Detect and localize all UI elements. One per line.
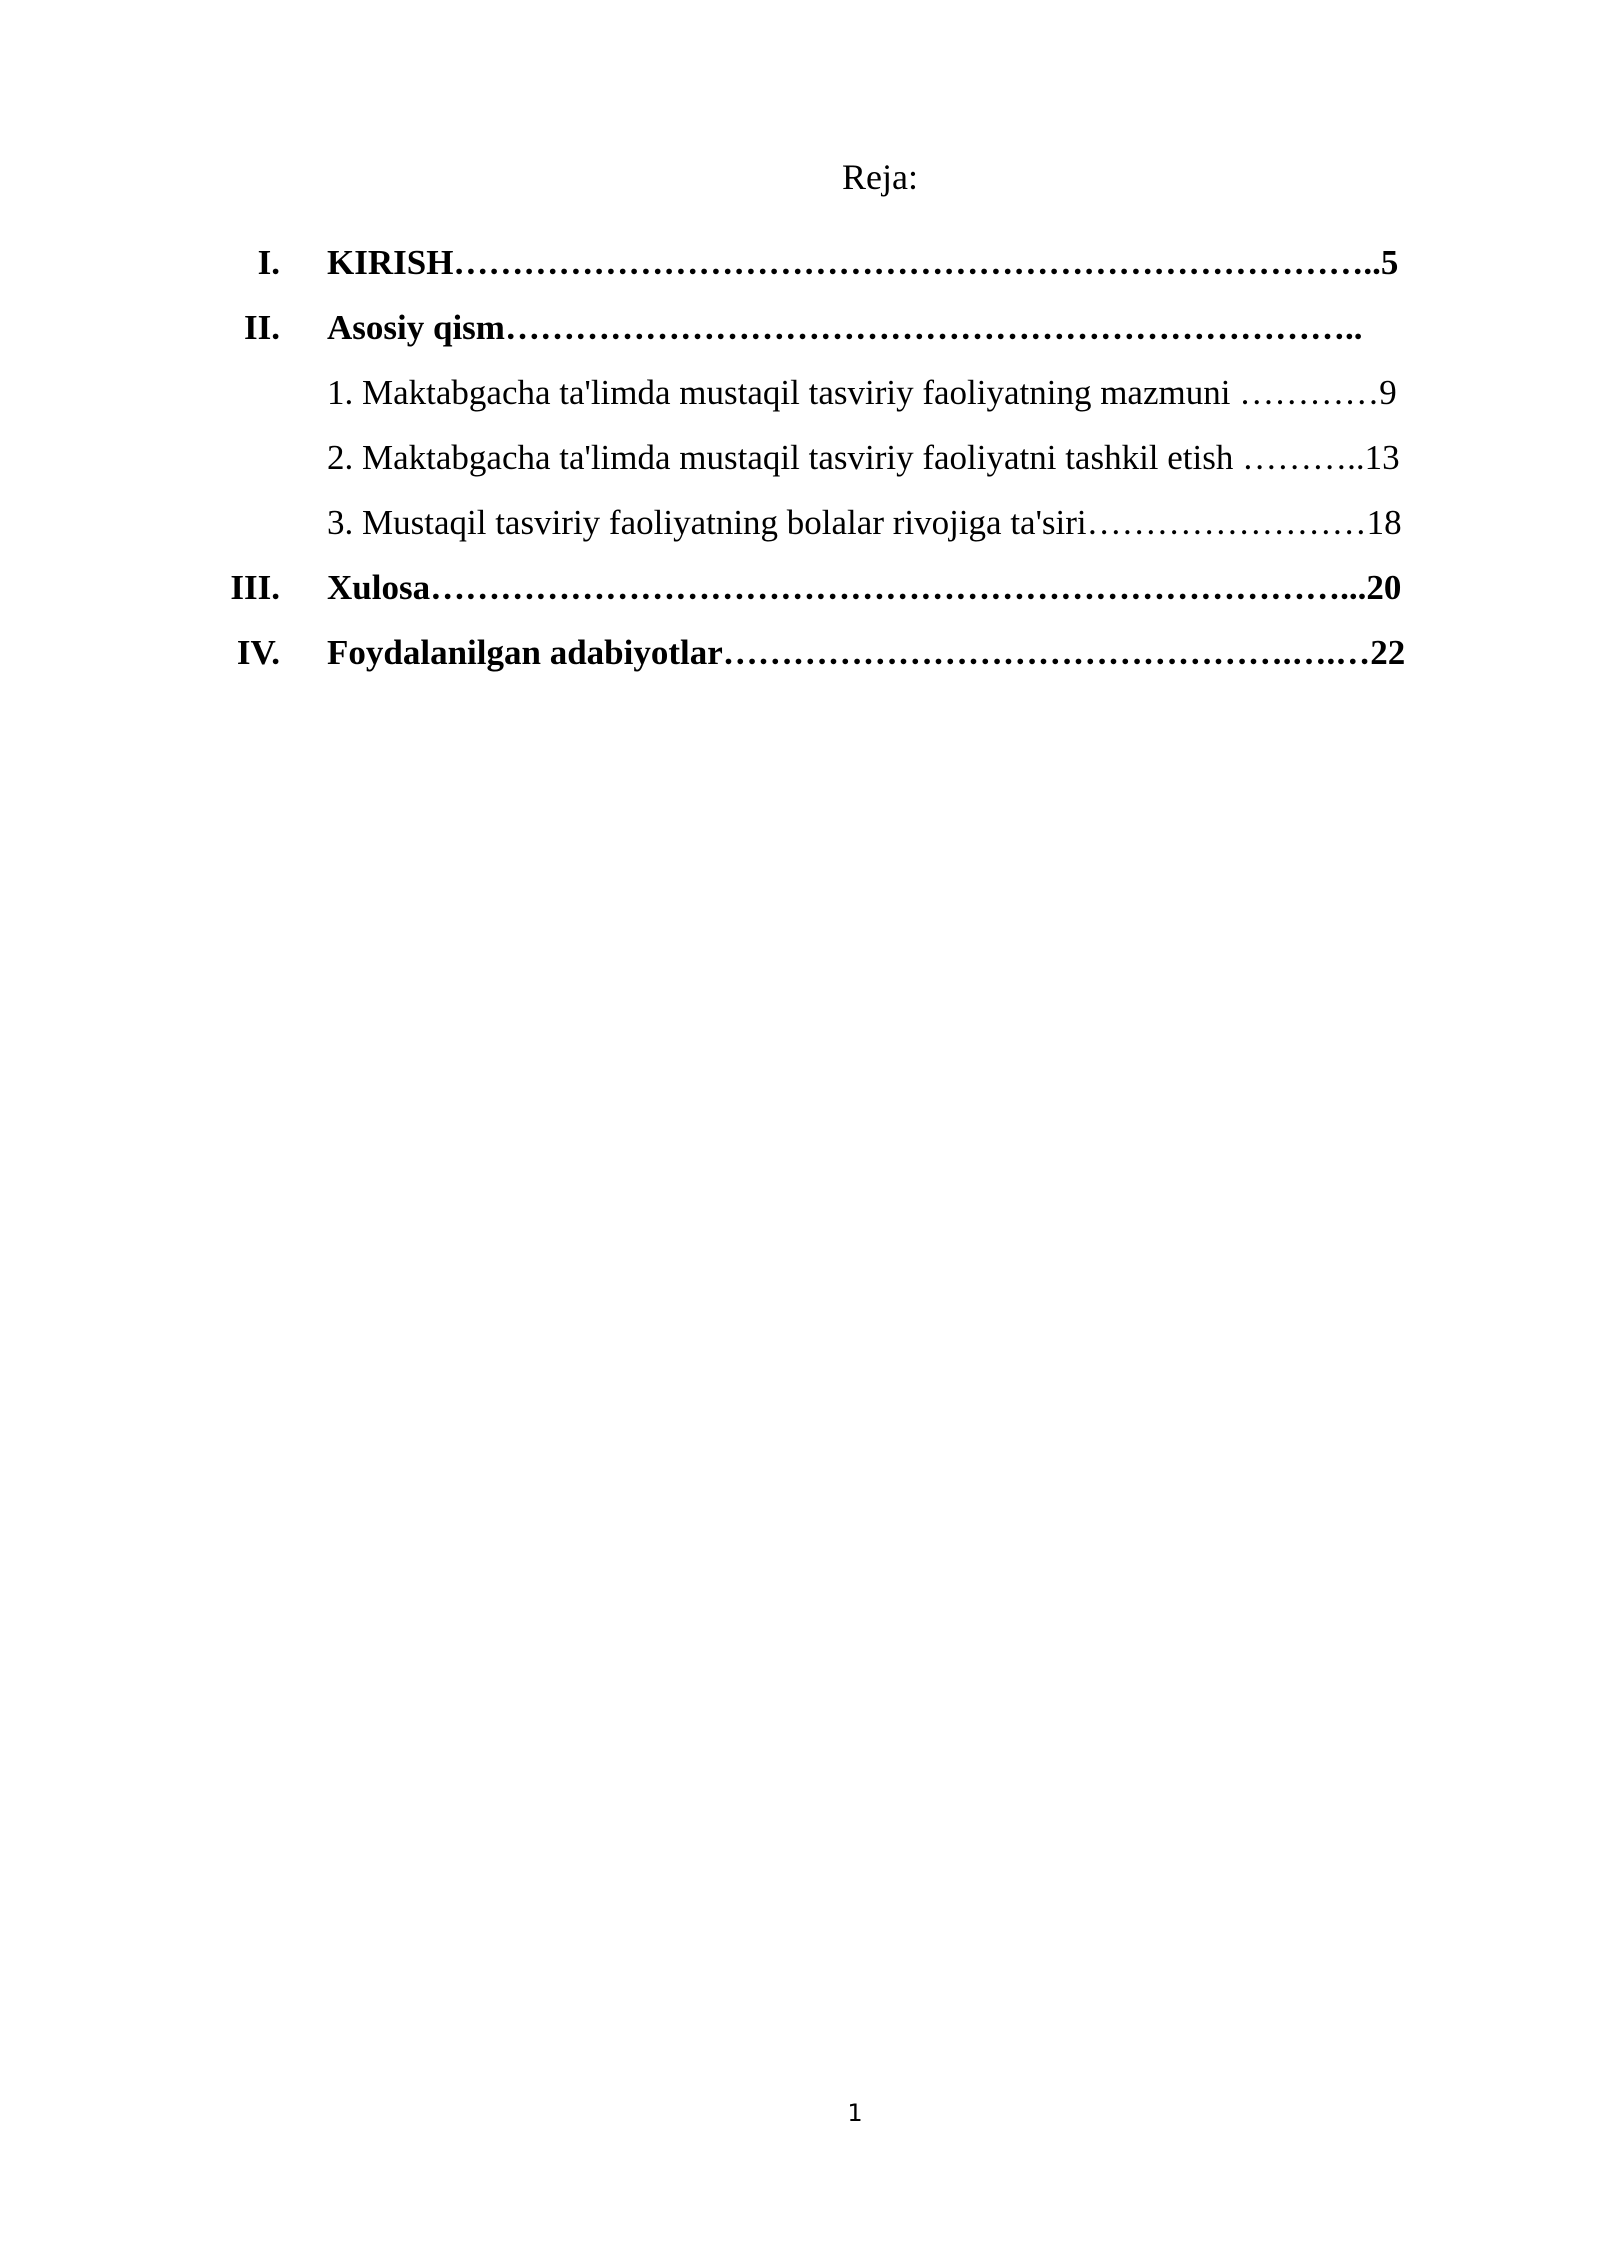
toc-entry-xulosa: Xulosa……………………………………………………………………...20	[327, 568, 1402, 607]
page-number: 1	[847, 2099, 863, 2127]
page-title: Reja:	[842, 157, 918, 197]
toc-entry-asosiy-qism: Asosiy qism………………………………………………………………..	[327, 308, 1363, 347]
toc-numeral: I.	[257, 243, 280, 282]
toc-numeral: IV.	[236, 633, 280, 672]
toc-numeral: II.	[244, 308, 280, 347]
toc-subentry-2: 2. Maktabgacha ta'limda mustaqil tasviriy faoliyatni tashkil etish ………..13	[327, 438, 1400, 477]
toc-entry-kirish: KIRISH……………………………………………………………………..5	[327, 243, 1399, 282]
toc-subentry-1: 1. Maktabgacha ta'limda mustaqil tasviriy faoliyatning mazmuni …………9	[327, 373, 1397, 412]
toc-numeral: III.	[230, 568, 280, 607]
toc-entry-adabiyotlar: Foydalanilgan adabiyotlar………………………………………….….…22	[327, 633, 1406, 672]
toc-subentry-3: 3. Mustaqil tasviriy faoliyatning bolalar rivojiga ta'siri……………………18	[327, 503, 1402, 542]
